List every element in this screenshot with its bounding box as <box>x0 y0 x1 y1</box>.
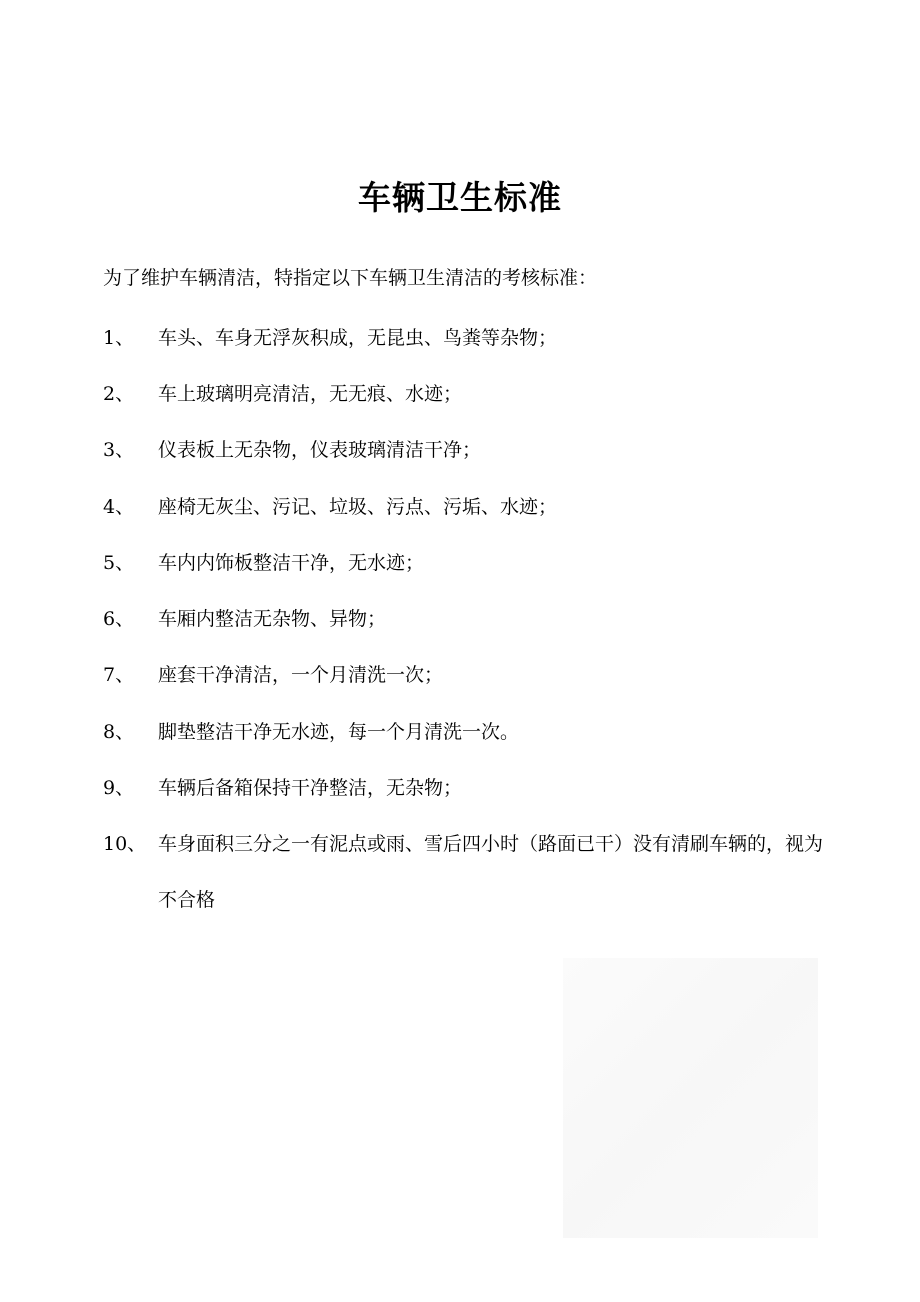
item-text: 脚垫整洁干净无水迹，每一个月清洗一次。 <box>158 721 520 743</box>
item-number: 10、 <box>103 833 147 855</box>
document-title: 车辆卫生标准 <box>358 178 562 217</box>
item-text: 座套干净清洁，一个月清洗一次； <box>158 664 444 686</box>
list-item <box>103 828 823 928</box>
list-item <box>103 659 823 703</box>
list-item <box>103 491 823 535</box>
item-number: 3、 <box>103 439 135 461</box>
list-item <box>103 322 823 366</box>
item-number: 4、 <box>103 496 135 518</box>
list-item <box>103 547 823 591</box>
item-number: 8、 <box>103 721 135 743</box>
item-number: 5、 <box>103 552 135 574</box>
item-text: 座椅无灰尘、污记、垃圾、污点、污垢、水迹； <box>158 496 558 518</box>
item-number: 7、 <box>103 664 135 686</box>
list-item <box>103 772 823 816</box>
item-text: 车内内饰板整洁干净，无水迹； <box>158 552 425 574</box>
list-item <box>103 434 823 478</box>
list-item <box>103 378 823 422</box>
item-text: 仪表板上无杂物，仪表玻璃清洁干净； <box>158 439 482 461</box>
item-text: 车辆后备箱保持干净整洁，无杂物； <box>158 777 463 799</box>
scan-shadow <box>563 958 818 1238</box>
item-number: 9、 <box>103 777 135 799</box>
item-number: 6、 <box>103 608 135 630</box>
list-item <box>103 603 823 647</box>
intro-paragraph: 为了维护车辆清洁，特指定以下车辆卫生清洁的考核标准： <box>103 267 598 289</box>
item-text: 车上玻璃明亮清洁，无无痕、水迹； <box>158 383 463 405</box>
item-text: 车厢内整洁无杂物、异物； <box>158 608 387 630</box>
list-item <box>103 716 823 760</box>
item-number: 2、 <box>103 383 135 405</box>
item-text: 车身面积三分之一有泥点或雨、雪后四小时（路面已干）没有清刷车辆的，视为不合格 <box>158 833 824 911</box>
item-text: 车头、车身无浮灰积成，无昆虫、鸟粪等杂物； <box>158 327 558 349</box>
item-number: 1、 <box>103 327 135 349</box>
